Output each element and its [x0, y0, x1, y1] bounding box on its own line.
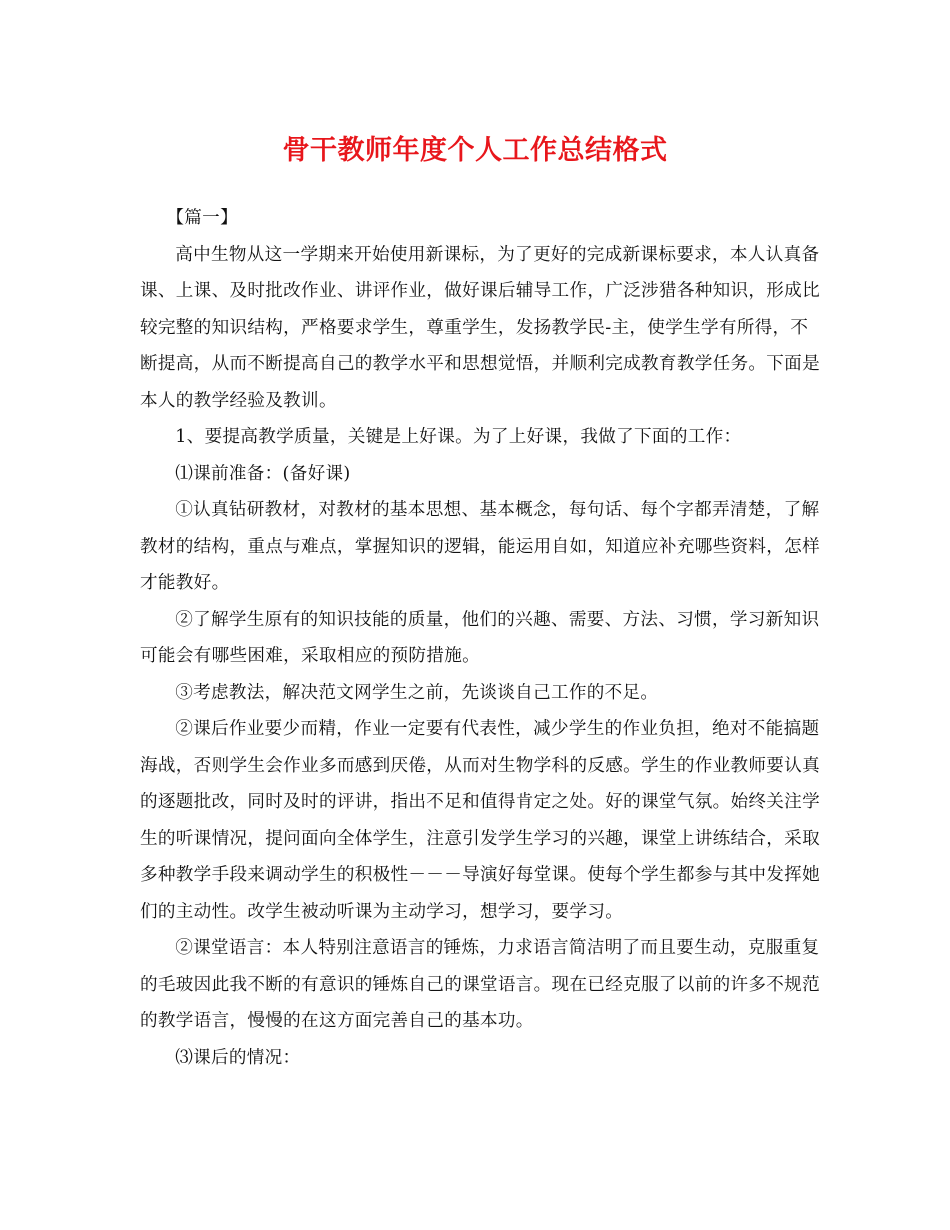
paragraph-lesson-prep: ⑴课前准备：(备好课)	[175, 463, 351, 484]
paragraph-study-materials: ①认真钻研教材，对教材的基本思想、基本概念，每句话、每个字都弄清楚，了解教材的结构，重点与难点，掌握知识的逻辑，能运用自如，知道应补充哪些资料，怎样才能教好。	[140, 500, 820, 593]
paragraph-teaching-method: ③考虑教法，解决范文网学生之前，先谈谈自己工作的不足。	[175, 682, 659, 703]
paragraph-after-class: ⑶课后的情况：	[175, 1047, 301, 1068]
document-title: 骨干教师年度个人工作总结格式	[282, 135, 668, 166]
paragraph-intro: 高中生物从这一学期来开始使用新课标，为了更好的完成新课标要求，本人认真备课、上课、及时批改作业、讲评作业，做好课后辅导工作，广泛涉猎各种知识，形成比较完整的知识结构，严格要求学生，尊重学生，发扬教学民-主，使学生学有所得，不断提高，从而不断提高自己的教学水平和思想觉悟，并顺利完成教育教学任务。下面是本人的教学经验及教训。	[140, 244, 820, 411]
paragraph-know-students: ②了解学生原有的知识技能的质量，他们的兴趣、需要、方法、习惯，学习新知识可能会有哪些困难，采取相应的预防措施。	[140, 609, 820, 666]
section-label: 【篇一】	[166, 208, 238, 228]
paragraph-classroom-language: ②课堂语言：本人特别注意语言的锤炼，力求语言简洁明了而且要生动，克服重复的毛玻因此我不断的有意识的锤炼自己的课堂语言。现在已经克服了以前的许多不规范的教学语言，慢慢的在这方面完善自己的基本功。	[140, 938, 820, 1031]
document-body	[140, 200, 820, 1076]
paragraph-point-1: 1、要提高教学质量，关键是上好课。为了上好课，我做了下面的工作：	[175, 427, 742, 447]
paragraph-homework: ②课后作业要少而精，作业一定要有代表性，减少学生的作业负担，绝对不能搞题海战，否则学生会作业多而感到厌倦，从而对生物学科的反感。学生的作业教师要认真的逐题批改，同时及时的评讲，指出不足和值得肯定之处。好的课堂气氛。始终关注学生的听课情况，提问面向全体学生，注意引发学生学习的兴趣，课堂上讲练结合，采取多种教学手段来调动学生的积极性－－－导演好每堂课。使每个学生都参与其中发挥她们的主动性。改学生被动听课为主动学习，想学习，要学习。	[140, 719, 820, 922]
